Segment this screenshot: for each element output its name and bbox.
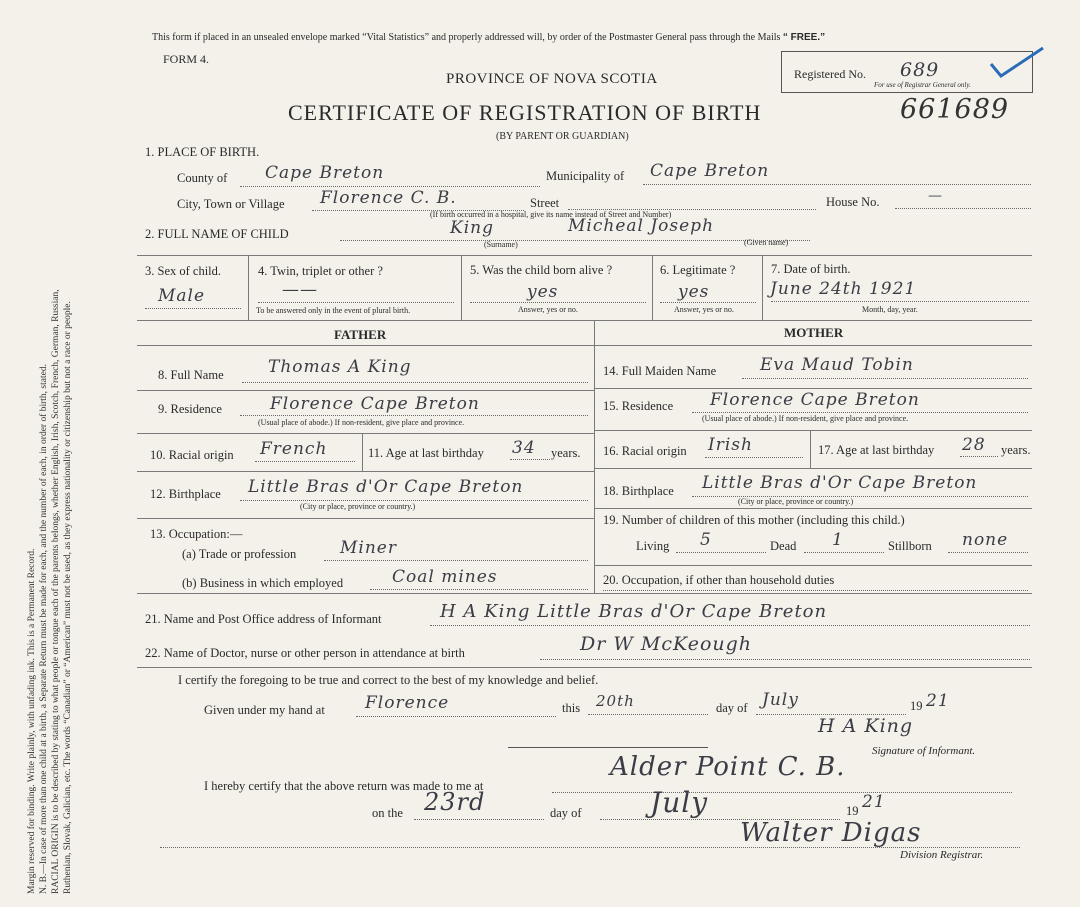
place-of-birth-label: 1. PLACE OF BIRTH. [145,145,260,159]
mother-occupation-line [603,590,1028,591]
father-rule-9 [137,433,594,434]
informant-label: 21. Name and Post Office address of Informant [145,612,382,626]
mother-age-label: 17. Age at last birthday [818,443,935,457]
county-value: Cape Breton [265,163,385,183]
date-of-birth-value: June 24th 1921 [770,279,917,299]
municipality-label: Municipality of [546,169,625,183]
sex-value: Male [158,286,206,306]
given-under-label: Given under my hand at [204,703,325,717]
registrar-year-prefix: 19 [846,804,859,818]
postal-notice [152,32,825,43]
alive-note: Answer, yes or no. [518,305,578,314]
sex-label: 3. Sex of child. [145,264,222,278]
given-place-line [356,716,556,717]
registrar-day-of-label: day of [550,806,582,820]
stillborn-line [948,552,1028,553]
doctor-value: Dr W McKeough [580,633,753,655]
child-name-label: 2. FULL NAME OF CHILD [145,227,289,241]
father-birthplace-value: Little Bras d'Or Cape Breton [248,477,524,497]
certificate-subtitle: (BY PARENT OR GUARDIAN) [496,131,629,142]
check-mark-icon [987,44,1047,84]
given-year-prefix: 19 [910,699,923,713]
registrar-year-value: 21 [862,792,886,812]
father-age-label: 11. Age at last birthday [368,446,484,460]
father-occupation-label: 13. Occupation:— [150,527,243,541]
registrar-day-value: 23rd [424,788,486,816]
mother-years-label: years. [1001,443,1031,457]
father-business-label: (b) Business in which employed [182,576,344,590]
county-line [240,186,540,187]
father-trade-label: (a) Trade or profession [182,547,297,561]
mother-residence-note: (Usual place of abode.) If non-resident, give place and province. [702,414,909,423]
mother-rule-19 [594,565,1032,566]
mother-race-label: 16. Racial origin [603,444,687,458]
legitimate-note: Answer, yes or no. [674,305,734,314]
doctor-label: 22. Name of Doctor, nurse or other person in attendance at birth [145,646,465,660]
father-years-label: years. [551,446,581,460]
certificate-number: 661689 [900,94,1010,125]
registered-box [781,51,1033,93]
municipality-value: Cape Breton [650,161,770,181]
alive-label: 5. Was the child born alive ? [470,263,613,277]
father-rule-8 [137,390,594,391]
house-line [895,208,1031,209]
row3-top-rule [137,255,1032,256]
doctor-line [540,659,1030,660]
informant-value: H A King Little Bras d'Or Cape Breton [440,601,828,622]
child-surname: King [450,218,494,238]
dead-value: 1 [832,530,844,550]
registrar-month-value: July [650,786,709,819]
father-birthplace-line [240,500,588,501]
twin-label: 4. Twin, triplet or other ? [258,264,383,278]
alive-line [470,302,646,303]
mother-residence-line [692,412,1028,413]
dead-line [804,552,884,553]
mother-age-value: 28 [962,435,986,455]
father-heading: FATHER [334,327,387,342]
mother-rule-15 [594,430,1032,431]
date-of-birth-label: 7. Date of birth. [771,262,851,276]
mother-age-line [960,456,998,457]
registrar-on-label: on the [372,806,403,820]
date-of-birth-line [771,301,1029,302]
heading-rule [137,345,1032,346]
alive-value: yes [527,282,559,302]
registrar-signature-label: Division Registrar. [900,849,984,861]
living-value: 5 [700,530,712,550]
city-value: Florence C. B. [320,188,457,208]
county-label: County of [177,171,228,185]
given-year-value: 21 [926,691,950,711]
row3-divider-1 [248,255,249,320]
registered-label: Registered No. [794,67,866,81]
twin-line [258,302,454,303]
child-name-line [340,240,810,241]
certificate-title: CERTIFICATE OF REGISTRATION OF BIRTH [288,100,762,125]
municipality-line [643,184,1031,185]
hospital-note: (If birth occurred in a hospital, give its name instead of Street and Number) [430,210,672,219]
mother-birthplace-note: (City or place, province or country.) [738,497,854,506]
mother-residence-label: 15. Residence [603,399,674,413]
given-month-value: July [762,690,799,710]
mother-residence-value: Florence Cape Breton [710,390,920,410]
father-name-label: 8. Full Name [158,368,224,382]
date-of-birth-note: Month, day, year. [862,305,918,314]
margin-line-3: RACIAL ORIGIN is to be described by stating to what people or tongue each of the parents belongs, whether English, Irish, Scotch, French, German, Russian, [51,289,61,894]
house-value: — [928,188,943,204]
registered-note: For use of Registrar General only. [874,81,971,89]
father-trade-value: Miner [340,538,397,558]
mother-rule-16 [594,468,1032,469]
row3-bottom-rule [137,320,1032,321]
dead-label: Dead [770,539,797,553]
margin-line-4: Ruthenian, Slovak, Galician, etc. The words “Canadian” or “American” must not be used, as they express nationality or citizenship but not a race or people. [63,301,73,894]
mother-race-line [705,457,803,458]
legitimate-value: yes [678,282,710,302]
legitimate-label: 6. Legitimate ? [660,263,736,277]
given-day-line [588,714,708,715]
given-day-of-label: day of [716,701,748,715]
twin-value: —— [282,280,318,300]
registrar-day-line [414,819,544,820]
twin-note: To be answered only in the event of plural birth. [256,306,411,315]
house-label: House No. [826,195,880,209]
given-day-value: 20th [596,692,635,710]
certify-statement: I certify the foregoing to be true and correct to the best of my knowledge and belief. [178,673,599,687]
mother-name-label: 14. Full Maiden Name [603,364,717,378]
father-name-line [242,382,588,383]
street-label: Street [530,196,560,210]
father-business-line [370,589,588,590]
living-line [676,552,766,553]
mother-birthplace-value: Little Bras d'Or Cape Breton [702,473,978,493]
left-signature-rule [508,747,708,748]
father-race-line [255,461,355,462]
province-heading: PROVINCE OF NOVA SCOTIA [446,71,658,87]
father-birthplace-note: (City or place, province or country.) [300,502,416,511]
sex-line [145,308,241,309]
margin-instructions [26,34,74,894]
father-age-line [510,459,550,460]
father-business-value: Coal mines [392,567,498,587]
registrar-signature: Walter Digas [740,818,922,848]
father-rule-12 [137,518,594,519]
father-trade-line [324,560,588,561]
informant-signature-label: Signature of Informant. [872,745,976,757]
margin-line-2: N. B.—In case of more than one child at a birth, a Separate Return must be made for each, and the number of each, in order of birth, stated. [39,364,49,894]
father-age-value: 34 [512,438,536,458]
living-label: Living [636,539,670,553]
registrar-place-line [552,792,1012,793]
mother-birthplace-label: 18. Birthplace [603,484,674,498]
given-place-value: Florence [365,693,450,713]
father-rule-10 [137,471,594,472]
father-birthplace-label: 12. Birthplace [150,487,221,501]
this-label: this [562,701,581,715]
father-residence-value: Florence Cape Breton [270,394,480,414]
mother-name-line [742,378,1028,379]
postal-notice-text: This form if placed in an unsealed envelope marked “Vital Statistics” and properly addressed will, by order of the Postmaster General pass through the Mails [152,32,781,43]
child-given-name: Micheal Joseph [568,216,715,236]
column-divider [594,320,595,593]
stillborn-label: Stillborn [888,539,932,553]
form-number: FORM 4. [163,52,210,66]
margin-line-1: Margin reserved for binding. Write plainly, with unfading ink. This is a Permanent Record. [27,548,37,894]
registered-number: 689 [900,59,940,81]
legitimate-line [660,302,756,303]
stillborn-value: none [962,530,1009,550]
registrar-place-value: Alder Point C. B. [610,752,846,782]
father-name-value: Thomas A King [268,357,412,377]
mother-rule-14 [594,388,1032,389]
father-race-value: French [260,439,328,459]
registrar-signature-line [160,847,1020,848]
mother-age-divider [810,430,811,468]
row3-divider-4 [762,255,763,320]
mother-name-value: Eva Maud Tobin [760,355,914,375]
given-name-note: (Given name) [744,238,789,247]
mother-occupation-label: 20. Occupation, if other than household duties [603,573,835,587]
mother-rule-18 [594,508,1032,509]
father-race-label: 10. Racial origin [150,448,234,462]
father-residence-line [240,415,588,416]
row3-divider-3 [652,255,653,320]
row3-divider-2 [461,255,462,320]
mother-race-value: Irish [708,435,753,455]
informant-signature: H A King [818,715,914,737]
father-age-divider [362,433,363,471]
mother-heading: MOTHER [784,325,844,340]
surname-note: (Surname) [484,240,518,249]
father-residence-label: 9. Residence [158,402,222,416]
mother-children-label: 19. Number of children of this mother (including this child.) [603,513,905,527]
doctor-bottom-rule [137,667,1032,668]
city-label: City, Town or Village [177,197,285,211]
informant-line [430,625,1030,626]
father-residence-note: (Usual place of abode.) If non-resident, give place and province. [258,418,465,427]
informant-top-rule [137,593,1032,594]
free-mark: “ FREE.” [782,32,826,43]
registrar-statement: I hereby certify that the above return was made to me at [204,779,484,793]
